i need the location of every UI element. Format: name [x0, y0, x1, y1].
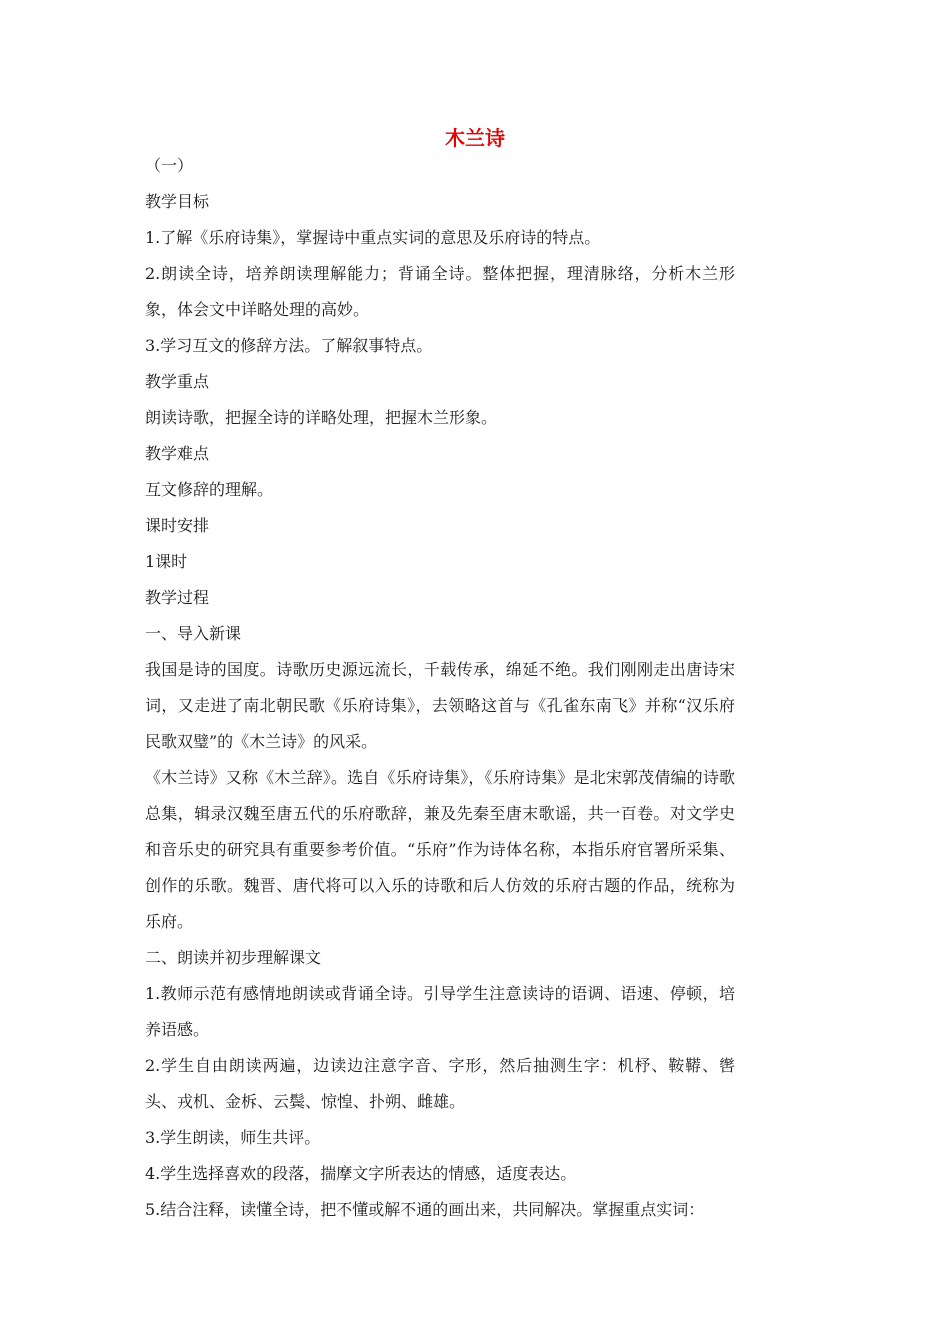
heading-process: 教学过程: [145, 588, 210, 607]
document-title: 木兰诗: [445, 126, 505, 150]
reading-step-1: 1.教师示范有感情地朗读或背诵全诗。引导学生注意读诗的语调、语速、停顿，培养语感。: [145, 984, 735, 1039]
key-points-text: 朗读诗歌，把握全诗的详略处理，把握木兰形象。: [145, 408, 498, 427]
goal-item-2: 2.朗读全诗，培养朗读理解能力；背诵全诗。整体把握，理清脉络，分析木兰形象，体会文中详略处理的高妙。: [145, 264, 735, 319]
reading-step-3: 3.学生朗读，师生共评。: [145, 1128, 321, 1147]
heading-key-points: 教学重点: [145, 372, 210, 391]
section-heading-intro: 一、导入新课: [145, 624, 242, 643]
goal-item-3: 3.学习互文的修辞方法。了解叙事特点。: [145, 336, 433, 355]
schedule-text: 1课时: [145, 552, 188, 571]
section-heading-reading: 二、朗读并初步理解课文: [145, 948, 322, 967]
reading-step-2: 2.学生自由朗读两遍，边读边注意字音、字形，然后抽测生字：机杼、鞍鞯、辔头、戎机、金柝、云鬓、惊惶、扑朔、雌雄。: [145, 1056, 735, 1111]
section-number: （一）: [145, 156, 194, 175]
goal-item-1: 1.了解《乐府诗集》，掌握诗中重点实词的意思及乐府诗的特点。: [145, 228, 601, 247]
heading-teaching-goals: 教学目标: [145, 192, 210, 211]
heading-difficulties: 教学难点: [145, 444, 210, 463]
intro-paragraph: 我国是诗的国度。诗歌历史源远流长，千载传承，绵延不绝。我们刚刚走出唐诗宋词，又走进了南北朝民歌《乐府诗集》，去领略这首与《孔雀东南飞》并称“汉乐府民歌双璧”的《木兰诗》的风采。: [145, 660, 735, 751]
reading-step-4: 4.学生选择喜欢的段落，揣摩文字所表达的情感，适度表达。: [145, 1164, 577, 1183]
reading-step-5: 5.结合注释，读懂全诗，把不懂或解不通的画出来，共同解决。掌握重点实词：: [145, 1200, 705, 1219]
heading-schedule: 课时安排: [145, 516, 210, 535]
document-body: [145, 148, 735, 1228]
background-paragraph: 《木兰诗》又称《木兰辞》。选自《乐府诗集》，《乐府诗集》是北宋郭茂倩编的诗歌总集，辑录汉魏至唐五代的乐府歌辞，兼及先秦至唐末歌谣，共一百卷。对文学史和音乐史的研究具有重要参考价值。“乐府”作为诗体名称，本指乐府官署所采集、创作的乐歌。魏晋、唐代将可以入乐的诗歌和后人仿效的乐府古题的作品，统称为乐府。: [145, 768, 735, 931]
difficulties-text: 互文修辞的理解。: [145, 480, 274, 499]
